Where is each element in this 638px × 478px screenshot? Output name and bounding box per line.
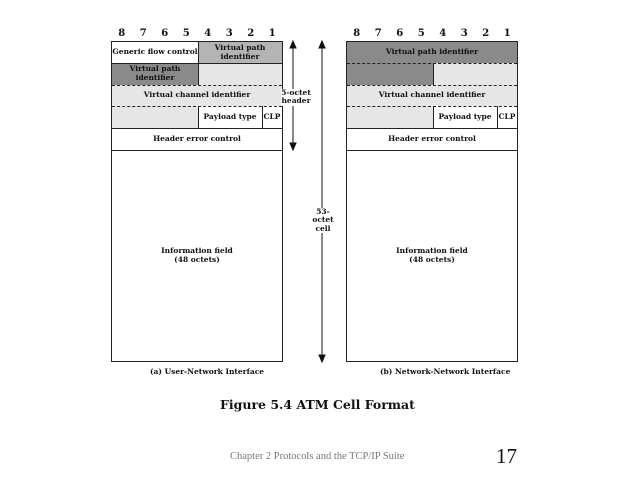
figure-title: Figure 5.4 ATM Cell Format (220, 397, 415, 412)
nni-divider (433, 106, 434, 128)
nni-payload-type-label: Payload type (438, 111, 492, 121)
uni-divider (262, 106, 263, 128)
header-size-line2: header (281, 96, 311, 106)
nni-divider (433, 63, 434, 85)
nni-header-error-control (347, 128, 517, 150)
bit-number: 4 (439, 28, 447, 39)
uni-generic-flow-control-label: Generic flow control (112, 47, 198, 57)
uni-vci-lower-bits (112, 106, 198, 128)
header-brace-arrow-up (290, 41, 296, 48)
uni-hec-label: Header error control (153, 133, 241, 143)
bit-number: 6 (161, 28, 169, 39)
uni-clp (262, 106, 282, 128)
nni-dashed-divider (347, 85, 517, 86)
page-number: 17 (496, 444, 517, 468)
nni-information-field (347, 150, 517, 361)
nni-vpi-lower (347, 63, 433, 85)
uni-divider (198, 42, 199, 85)
header-brace-arrow-down (290, 143, 296, 150)
uni-dashed-divider (112, 106, 282, 107)
bit-number: 5 (182, 28, 190, 39)
uni-vci-label: Virtual channel identifier (143, 90, 251, 100)
bit-number: 2 (247, 28, 255, 39)
nni-clp-label: CLP (498, 111, 516, 121)
header-size-line1: 5-octet (281, 88, 311, 97)
uni-divider (112, 150, 282, 151)
uni-information-field (112, 150, 282, 361)
nni-dashed-divider (347, 106, 517, 107)
nni-vci-upper-bits (433, 63, 517, 85)
nni-clp (497, 106, 517, 128)
nni-divider (497, 106, 498, 128)
cell-size-label (306, 208, 340, 233)
cell-size-line2: cell (315, 223, 331, 233)
bit-number: 5 (417, 28, 425, 39)
nni-caption: (b) Network-Network Interface (380, 367, 511, 376)
cell-brace-arrow-down (319, 355, 325, 362)
slide-footer: Chapter 2 Protocols and the TCP/IP Suite (230, 451, 405, 462)
bit-number: 7 (374, 28, 382, 39)
uni-clp-label: CLP (263, 111, 281, 121)
nni-divider (347, 150, 517, 151)
uni-generic-flow-control (112, 42, 198, 63)
bit-number: 2 (482, 28, 490, 39)
uni-divider (112, 128, 282, 129)
cell-size-line1: 53-octet (312, 207, 334, 225)
uni-vpi-lower (112, 63, 198, 85)
uni-vpi-upper-label: Virtual path identifier (214, 42, 266, 61)
uni-info-field-size: (48 octets) (174, 254, 220, 264)
nni-payload-type (433, 106, 497, 128)
uni-divider (112, 63, 282, 64)
uni-caption: (a) User-Network Interface (150, 367, 265, 376)
uni-cell-frame (111, 41, 283, 362)
uni-divider (198, 106, 199, 128)
nni-vci (347, 85, 517, 106)
nni-vpi-upper (347, 42, 517, 63)
bit-number: 4 (204, 28, 212, 39)
bit-number: 7 (139, 28, 147, 39)
uni-vci-upper-bits (198, 63, 282, 85)
bit-number: 8 (118, 28, 126, 39)
uni-dashed-divider (112, 85, 282, 86)
uni-info-field-label: Information field (161, 245, 233, 255)
uni-payload-type-label: Payload type (203, 111, 257, 121)
nni-hec-label: Header error control (388, 133, 476, 143)
bit-number: 1 (268, 28, 276, 39)
uni-bit-numbers (111, 28, 283, 42)
uni-header-error-control (112, 128, 282, 150)
uni-vpi-lower-label: Virtual path identifier (129, 64, 181, 82)
nni-vci-label: Virtual channel identifier (378, 90, 486, 100)
nni-info-field-size: (48 octets) (409, 254, 455, 264)
bit-number: 3 (225, 28, 233, 39)
nni-dashed-divider (347, 63, 517, 64)
uni-vpi-upper (198, 42, 282, 63)
bit-number: 1 (503, 28, 511, 39)
header-size-label (281, 89, 311, 106)
nni-vci-lower-bits (347, 106, 433, 128)
nni-vpi-label: Virtual path identifier (385, 47, 479, 57)
bit-number: 6 (396, 28, 404, 39)
cell-brace-arrow-up (319, 41, 325, 48)
nni-info-field-label: Information field (396, 245, 468, 255)
bit-number: 8 (353, 28, 361, 39)
uni-payload-type (198, 106, 262, 128)
bit-number: 3 (460, 28, 468, 39)
nni-divider (347, 128, 517, 129)
uni-vci (112, 85, 282, 106)
nni-bit-numbers (346, 28, 518, 42)
nni-cell-frame (346, 41, 518, 362)
